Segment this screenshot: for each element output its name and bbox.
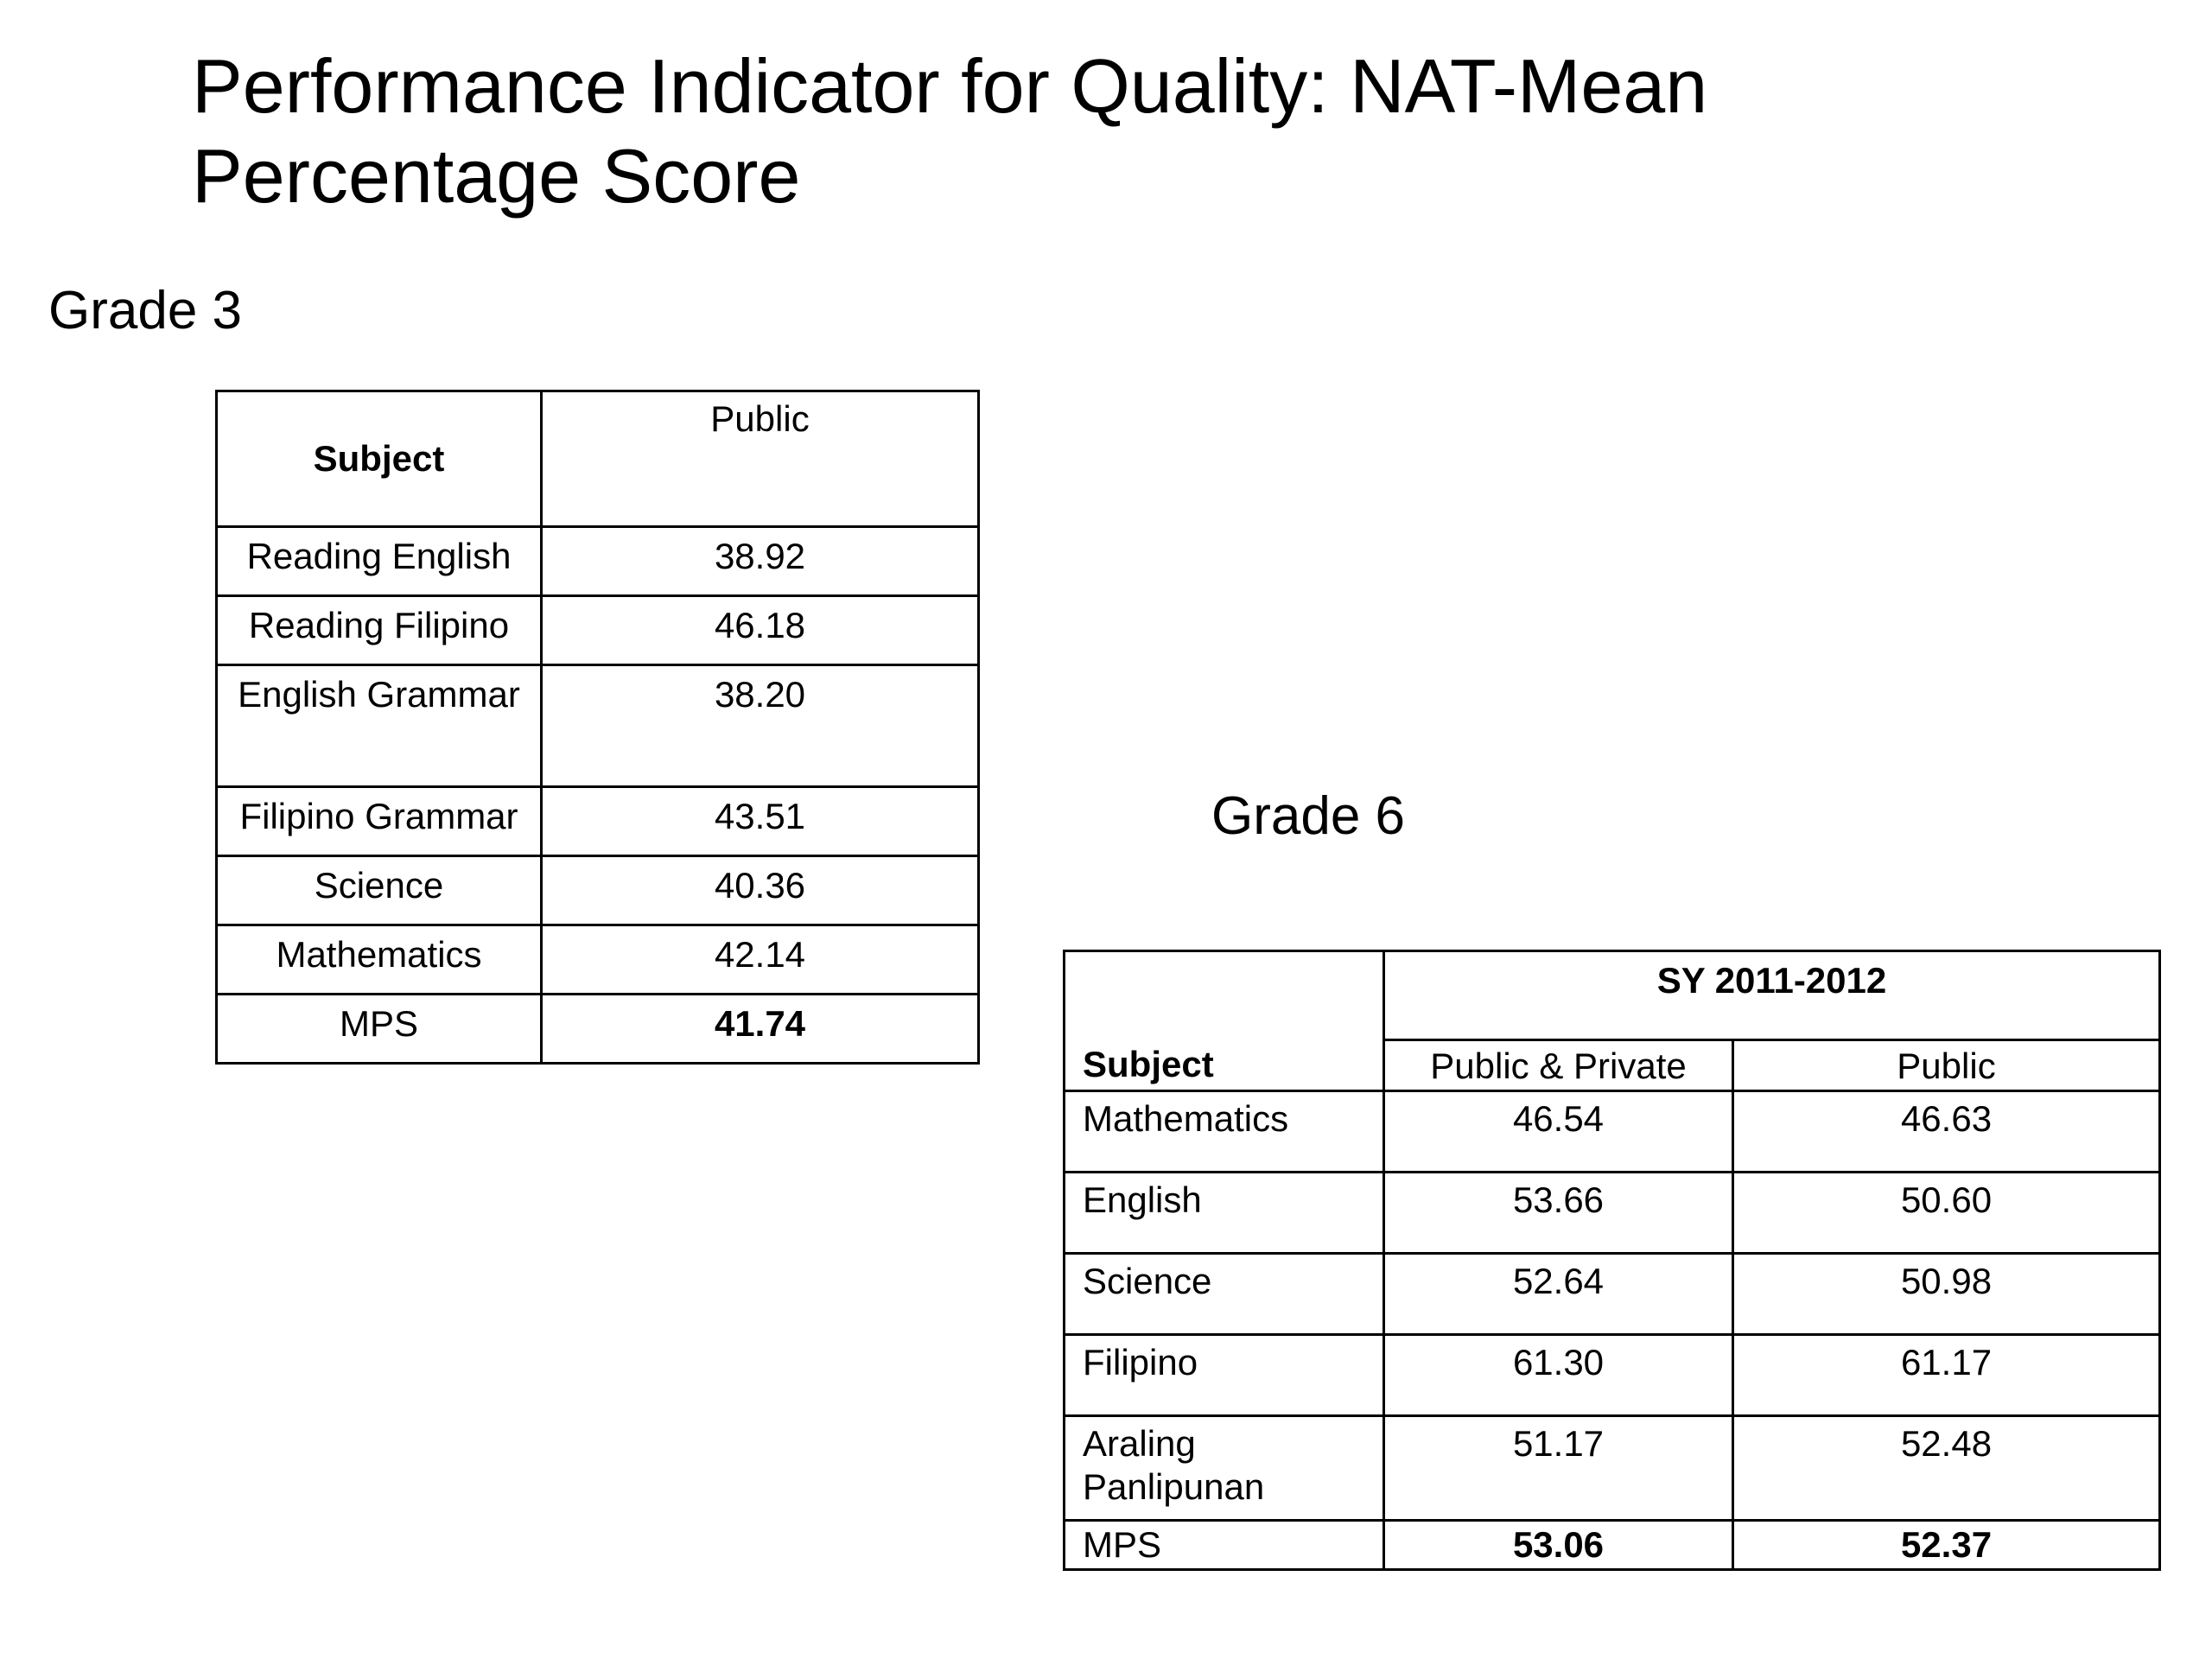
subject-cell: MPS — [217, 995, 542, 1064]
grade-6-label: Grade 6 — [1211, 786, 1406, 846]
subject-cell: Filipino Grammar — [217, 787, 542, 856]
score-cell: 46.18 — [542, 596, 979, 665]
score-cell: 51.17 — [1384, 1416, 1733, 1521]
slide-title: Performance Indicator for Quality: NAT-Mean Percentage Score — [192, 43, 1708, 219]
table-row — [217, 596, 979, 665]
score-cell: 38.92 — [542, 527, 979, 596]
table-row — [217, 856, 979, 925]
school-year-header: SY 2011-2012 — [1384, 951, 2160, 1040]
table-row — [1065, 1173, 2160, 1254]
score-cell: 52.48 — [1733, 1416, 2160, 1521]
table-row — [217, 665, 979, 787]
subject-cell: Mathematics — [217, 925, 542, 995]
subject-cell: MPS — [1065, 1521, 1384, 1570]
score-cell: 53.66 — [1384, 1173, 1733, 1254]
table-row — [1065, 1254, 2160, 1335]
score-cell: 46.63 — [1733, 1091, 2160, 1173]
grade-3-table — [215, 390, 980, 1065]
score-cell: 52.64 — [1384, 1254, 1733, 1335]
table-row — [1065, 1416, 2160, 1521]
score-cell: 46.54 — [1384, 1091, 1733, 1173]
subject-cell: Reading Filipino — [217, 596, 542, 665]
table-header-row — [217, 391, 979, 527]
score-cell: 43.51 — [542, 787, 979, 856]
score-cell: 61.17 — [1733, 1335, 2160, 1416]
subject-cell: English — [1065, 1173, 1384, 1254]
subject-cell: English Grammar — [217, 665, 542, 787]
score-cell: 42.14 — [542, 925, 979, 995]
score-cell: 61.30 — [1384, 1335, 1733, 1416]
mps-row — [217, 995, 979, 1064]
score-cell: 50.60 — [1733, 1173, 2160, 1254]
mps-row — [1065, 1521, 2160, 1570]
public-header: Public — [1733, 1040, 2160, 1091]
grade-6-table — [1063, 950, 2161, 1571]
subject-header: Subject — [1065, 951, 1384, 1091]
subject-cell: Science — [217, 856, 542, 925]
table-row — [1065, 1091, 2160, 1173]
subject-cell: Araling Panlipunan — [1065, 1416, 1384, 1521]
subject-cell: Mathematics — [1065, 1091, 1384, 1173]
score-cell: 38.20 — [542, 665, 979, 787]
table-row — [217, 787, 979, 856]
table-row — [217, 925, 979, 995]
score-cell: 50.98 — [1733, 1254, 2160, 1335]
table-header-row — [1065, 951, 2160, 1040]
score-cell: 40.36 — [542, 856, 979, 925]
subject-cell: Science — [1065, 1254, 1384, 1335]
public-header: Public — [542, 391, 979, 527]
mps-score-cell: 53.06 — [1384, 1521, 1733, 1570]
subject-header: Subject — [217, 391, 542, 527]
table-row — [1065, 1335, 2160, 1416]
public-private-header: Public & Private — [1384, 1040, 1733, 1091]
subject-cell: Filipino — [1065, 1335, 1384, 1416]
mps-score-cell: 41.74 — [542, 995, 979, 1064]
mps-score-cell: 52.37 — [1733, 1521, 2160, 1570]
table-row — [217, 527, 979, 596]
grade-3-label: Grade 3 — [48, 281, 243, 340]
subject-cell: Reading English — [217, 527, 542, 596]
